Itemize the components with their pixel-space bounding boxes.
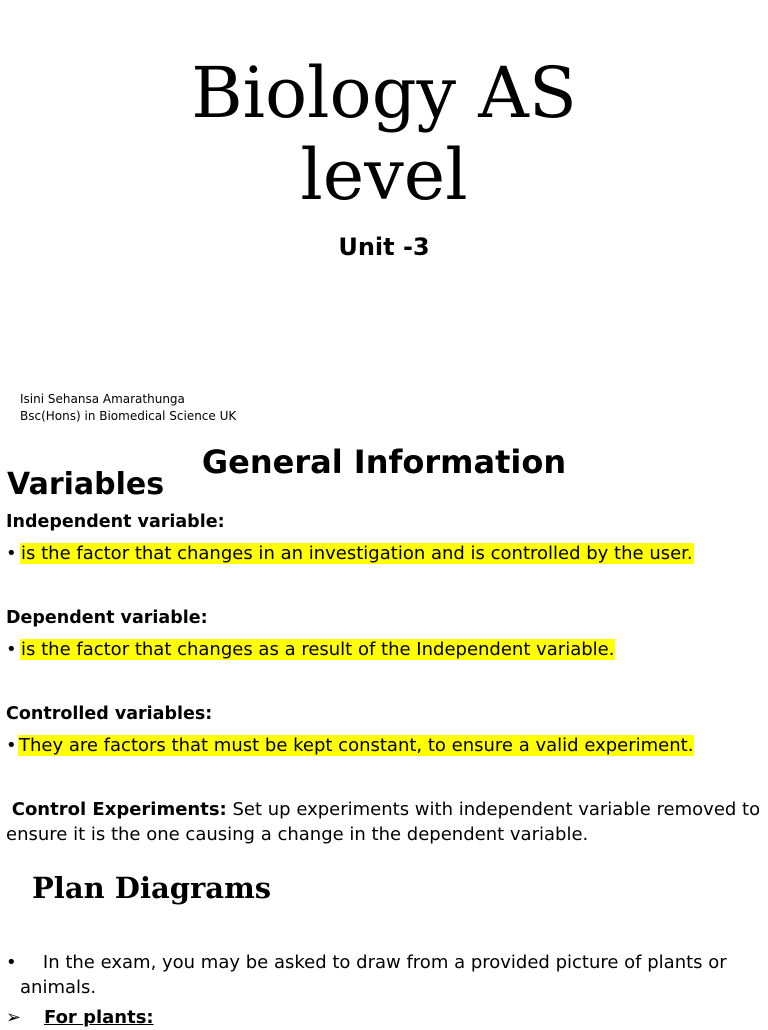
arrow-bullet-icon: ➢ xyxy=(6,1007,22,1028)
highlighted-definition: is the factor that changes in an investigation and is controlled by the user. xyxy=(21,543,693,564)
plan-diagrams-bullet xyxy=(6,950,746,1000)
control-experiments-paragraph xyxy=(6,797,766,847)
document-title xyxy=(0,52,768,216)
independent-variable-definition xyxy=(6,542,694,566)
highlighted-definition: is the factor that changes as a result of the Independent variable. xyxy=(21,639,615,660)
author-credentials: Bsc(Hons) in Biomedical Science UK xyxy=(20,409,237,423)
title-line-2: level xyxy=(300,134,468,216)
dependent-variable-term: Dependent variable: xyxy=(6,608,208,628)
control-experiments-label: Control Experiments: xyxy=(11,799,227,820)
plan-diagrams-bullet-text xyxy=(6,950,746,1000)
independent-variable-term: Independent variable: xyxy=(6,512,225,532)
highlighted-definition: They are factors that must be kept constant, to ensure a valid experiment. xyxy=(19,735,694,756)
unit-subtitle: Unit -3 xyxy=(338,233,430,261)
author-block xyxy=(20,391,236,425)
bullet-icon: • xyxy=(6,543,17,564)
dependent-variable-definition xyxy=(6,638,615,662)
variables-heading: Variables xyxy=(7,467,165,502)
for-plants-label: For plants: xyxy=(44,1007,154,1028)
controlled-variables-definition xyxy=(6,734,694,758)
for-plants-subitem xyxy=(6,1006,154,1030)
plan-diagrams-heading: Plan Diagrams xyxy=(32,871,272,905)
controlled-variables-term: Controlled variables: xyxy=(6,704,213,724)
exam-instruction-text: In the exam, you may be asked to draw from a provided picture of plants or animals. xyxy=(20,952,727,998)
title-line-1: Biology AS xyxy=(191,52,577,134)
bullet-icon: • xyxy=(6,952,17,973)
author-name: Isini Sehansa Amarathunga xyxy=(20,392,185,406)
bullet-icon: • xyxy=(6,639,17,660)
general-information-heading: General Information xyxy=(201,443,567,481)
control-experiments-text: Set up experiments with independent variable removed to ensure it is the one causing a change in the dependent variable. xyxy=(6,799,761,845)
bullet-icon: • xyxy=(6,735,17,756)
